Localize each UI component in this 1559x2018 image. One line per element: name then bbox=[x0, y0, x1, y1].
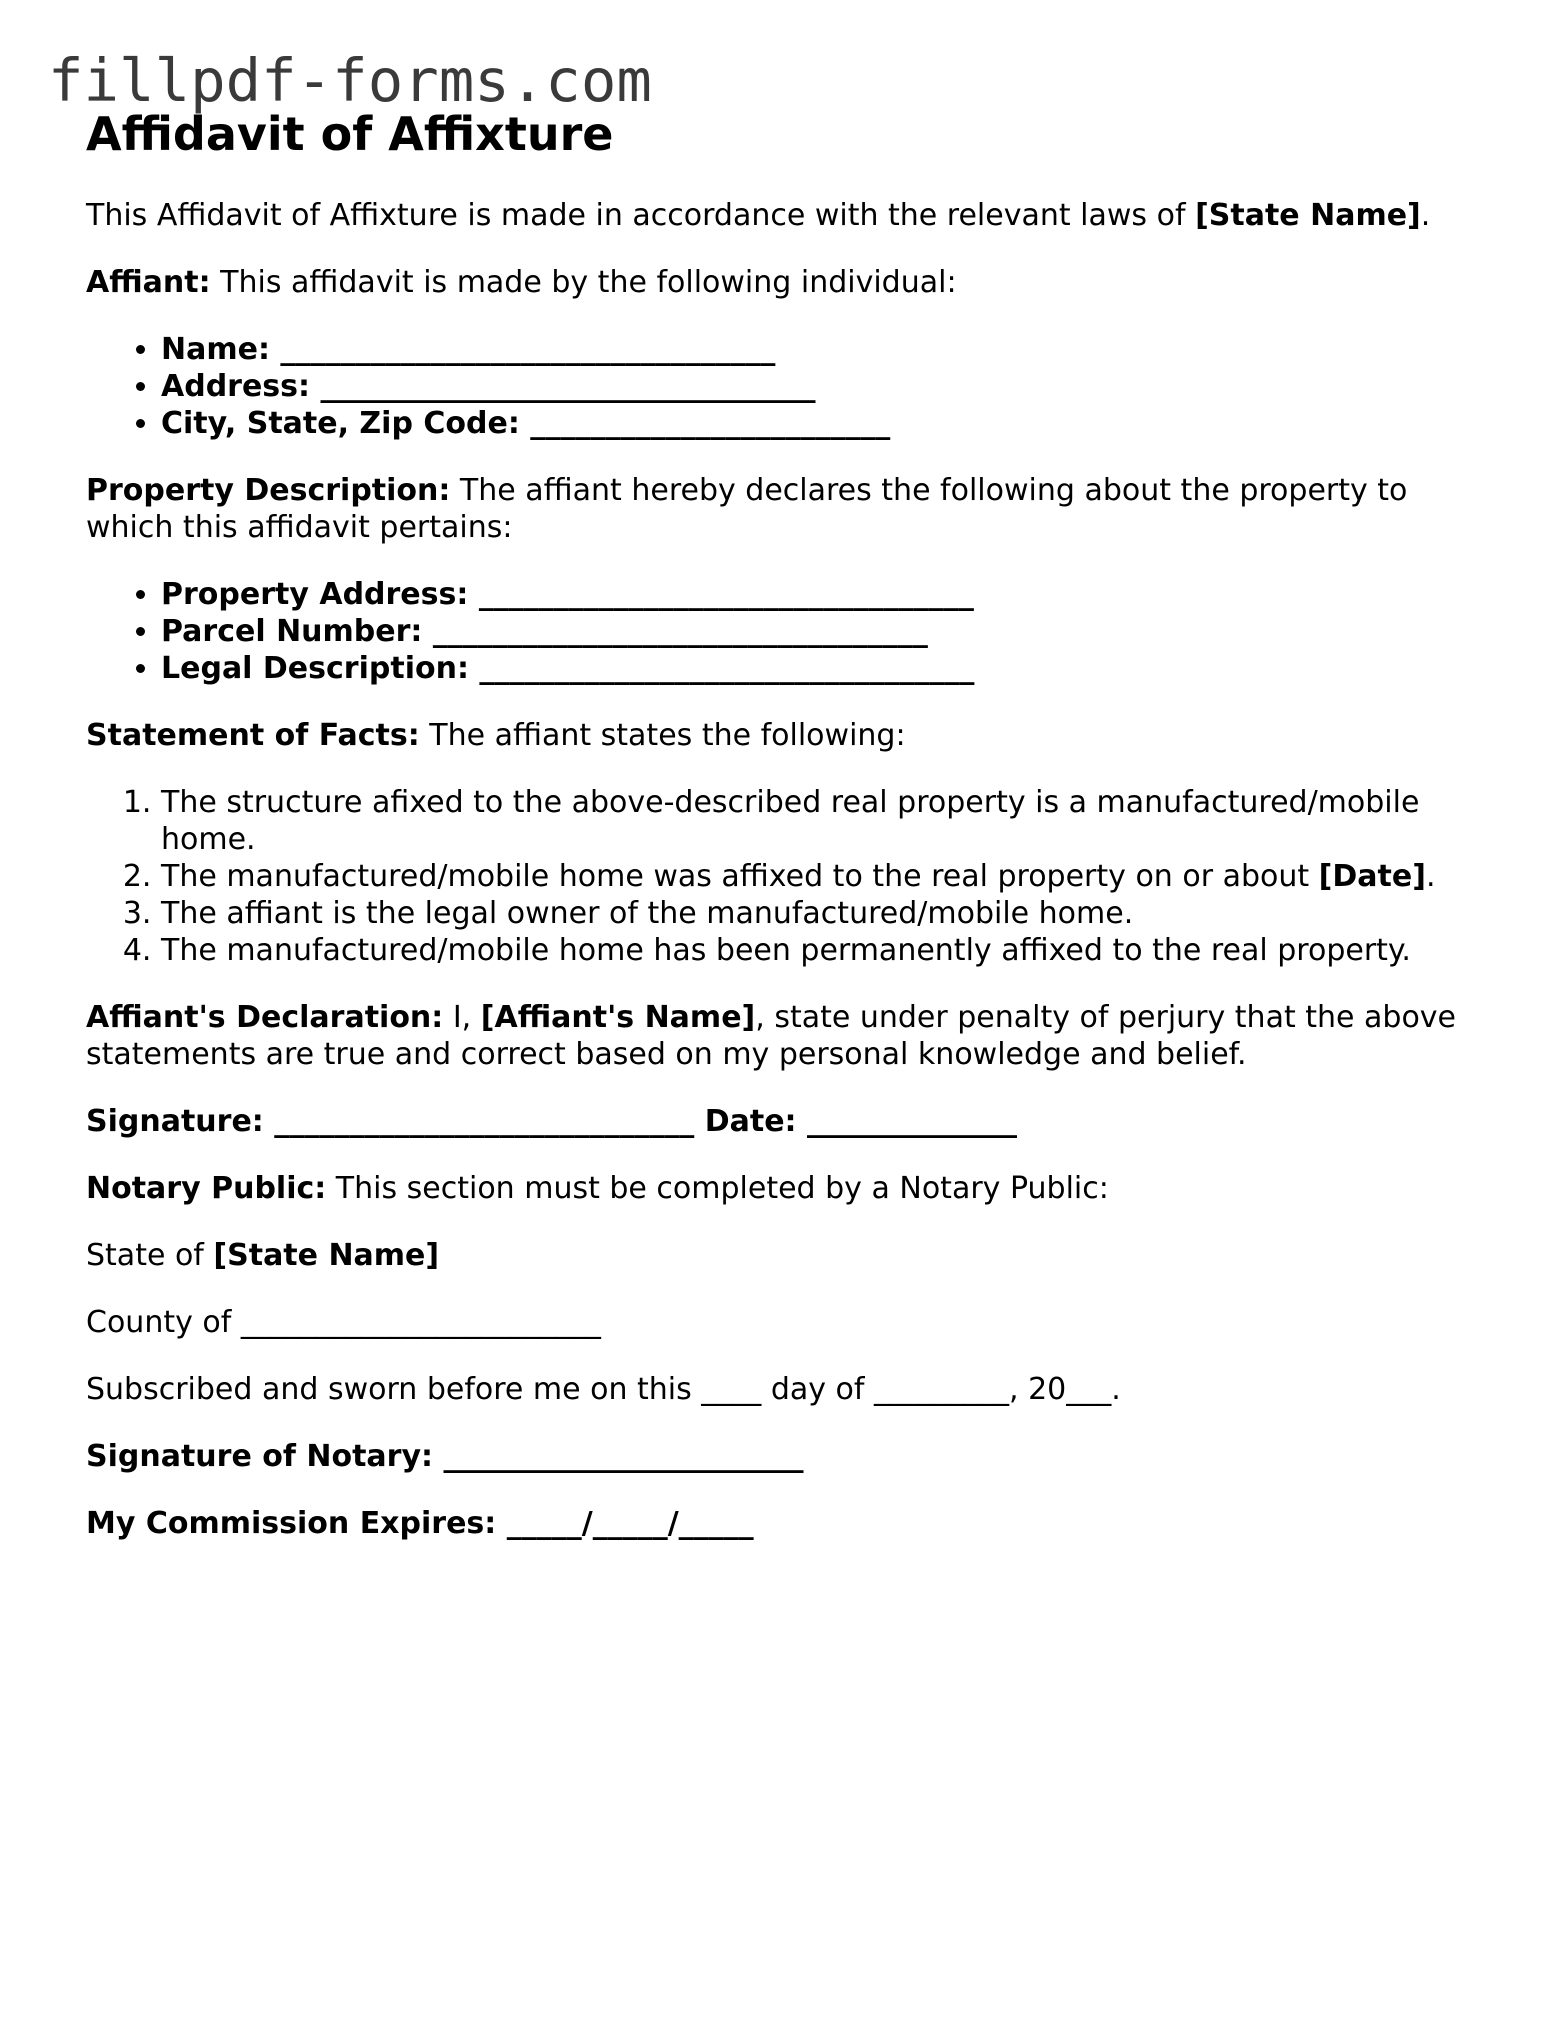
property-paragraph: Property Description: The affiant hereby declares the following about the property to which this affidavit pertains: bbox=[86, 473, 1408, 545]
commission-expires[interactable]: My Commission Expires: _____/_____/_____ bbox=[86, 1506, 754, 1541]
field-name[interactable]: • Name: _________________________________ bbox=[161, 331, 1486, 368]
notary-paragraph: Notary Public: This section must be completed by a Notary Public: bbox=[86, 1171, 1109, 1206]
field-parcel-number[interactable]: • Parcel Number: _________________________________ bbox=[161, 613, 1486, 650]
intro-paragraph: This Affidavit of Affixture is made in accordance with the relevant laws of [State Name]. bbox=[86, 198, 1431, 233]
property-fields bbox=[86, 576, 1486, 687]
document bbox=[86, 102, 1486, 1542]
notary-signature[interactable]: Signature of Notary: ________________________ bbox=[86, 1439, 804, 1474]
field-property-address[interactable]: • Property Address: _________________________________ bbox=[161, 576, 1486, 613]
facts-paragraph: Statement of Facts: The affiant states the following: bbox=[86, 718, 906, 753]
notary-county[interactable]: County of ________________________ bbox=[86, 1305, 601, 1340]
field-legal-description[interactable]: • Legal Description: _________________________________ bbox=[161, 650, 1486, 687]
fact-item: 4. The manufactured/mobile home has been permanently affixed to the real property. bbox=[161, 932, 1486, 969]
notary-sworn[interactable]: Subscribed and sworn before me on this ____ day of _________, 20___. bbox=[86, 1372, 1121, 1407]
declaration-paragraph: Affiant's Declaration: I, [Affiant's Name], state under penalty of perjury that the above statements are true and correct based on my personal knowledge and belief. bbox=[86, 1000, 1457, 1072]
affiant-fields bbox=[86, 331, 1486, 442]
page-title: Affidavit of Affixture bbox=[86, 107, 614, 161]
affiant-paragraph: Affiant: This affidavit is made by the following individual: bbox=[86, 265, 957, 300]
facts-list bbox=[86, 784, 1486, 969]
signature-line[interactable]: Signature: ____________________________ Date: ______________ bbox=[86, 1104, 1017, 1139]
fact-item: 3. The affiant is the legal owner of the manufactured/mobile home. bbox=[161, 895, 1486, 932]
watermark-logo: fillpdf-forms.com bbox=[48, 46, 652, 115]
field-address[interactable]: • Address: _________________________________ bbox=[161, 368, 1486, 405]
notary-state: State of [State Name] bbox=[86, 1238, 440, 1273]
fact-item: 2. The manufactured/mobile home was affixed to the real property on or about [Date]. bbox=[161, 858, 1486, 895]
fact-item: 1. The structure afixed to the above-described real property is a manufactured/mobile home. bbox=[161, 784, 1486, 858]
field-city-state-zip[interactable]: • City, State, Zip Code: ________________________ bbox=[161, 405, 1486, 442]
